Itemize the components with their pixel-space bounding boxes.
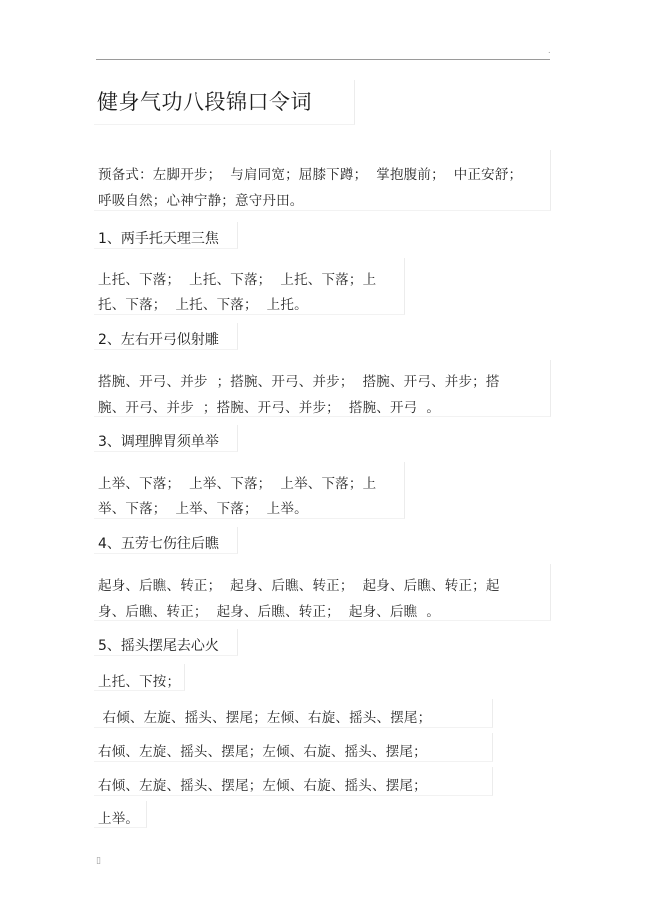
header-rule [96, 59, 550, 60]
section-3-line-1: 上举、下落； 上举、下落； 上举、下落；上 [98, 476, 377, 492]
section-4-heading: 4、五劳七伤往后瞧 [98, 536, 219, 552]
section-5-line-4: 右倾、左旋、摇头、摆尾；左倾、右旋、摇头、摆尾； [98, 778, 427, 794]
footer-mark: ▯ [96, 856, 101, 866]
page-title: 健身气功八段锦口令词 [97, 90, 312, 114]
corner-mark: . [548, 46, 551, 55]
section-1-heading: 1、两手托天理三焦 [98, 231, 219, 247]
section-1-line-2: 托、下落； 上托、下落； 上托。 [98, 297, 308, 313]
section-3-line-2: 举、下落； 上举、下落； 上举。 [98, 501, 308, 517]
section-4-line-2: 身、后瞧、转正； 起身、后瞧、转正； 起身、后瞧 。 [98, 604, 441, 620]
section-2-heading: 2、左右开弓似射雕 [98, 332, 219, 348]
section-2-line-1: 搭腕、开弓、并步 ；搭腕、开弓、并步； 搭腕、开弓、并步；搭 [98, 374, 500, 390]
section-5-line-3: 右倾、左旋、摇头、摆尾；左倾、右旋、摇头、摆尾； [98, 744, 427, 760]
section-4-line-1: 起身、后瞧、转正； 起身、后瞧、转正； 起身、后瞧、转正；起 [98, 578, 500, 594]
section-5-heading: 5、摇头摆尾去心火 [98, 638, 219, 654]
section-1-line-1: 上托、下落； 上托、下落； 上托、下落；上 [98, 272, 377, 288]
preparation-line-2: 呼吸自然；心神宁静；意守丹田。 [98, 193, 304, 209]
section-5-line-2: 右倾、左旋、摇头、摆尾；左倾、右旋、摇头、摆尾； [98, 710, 432, 726]
section-5-line-5: 上举。 [98, 811, 140, 827]
preparation-line-1: 预备式：左脚开步； 与肩同宽；屈膝下蹲； 掌抱腹前； 中正安舒； [98, 167, 523, 183]
section-3-heading: 3、调理脾胃须单举 [98, 434, 219, 450]
section-2-line-2: 腕、开弓、并步 ；搭腕、开弓、并步； 搭腕、开弓 。 [98, 400, 441, 416]
section-5-line-1: 上托、下按； [98, 674, 181, 690]
